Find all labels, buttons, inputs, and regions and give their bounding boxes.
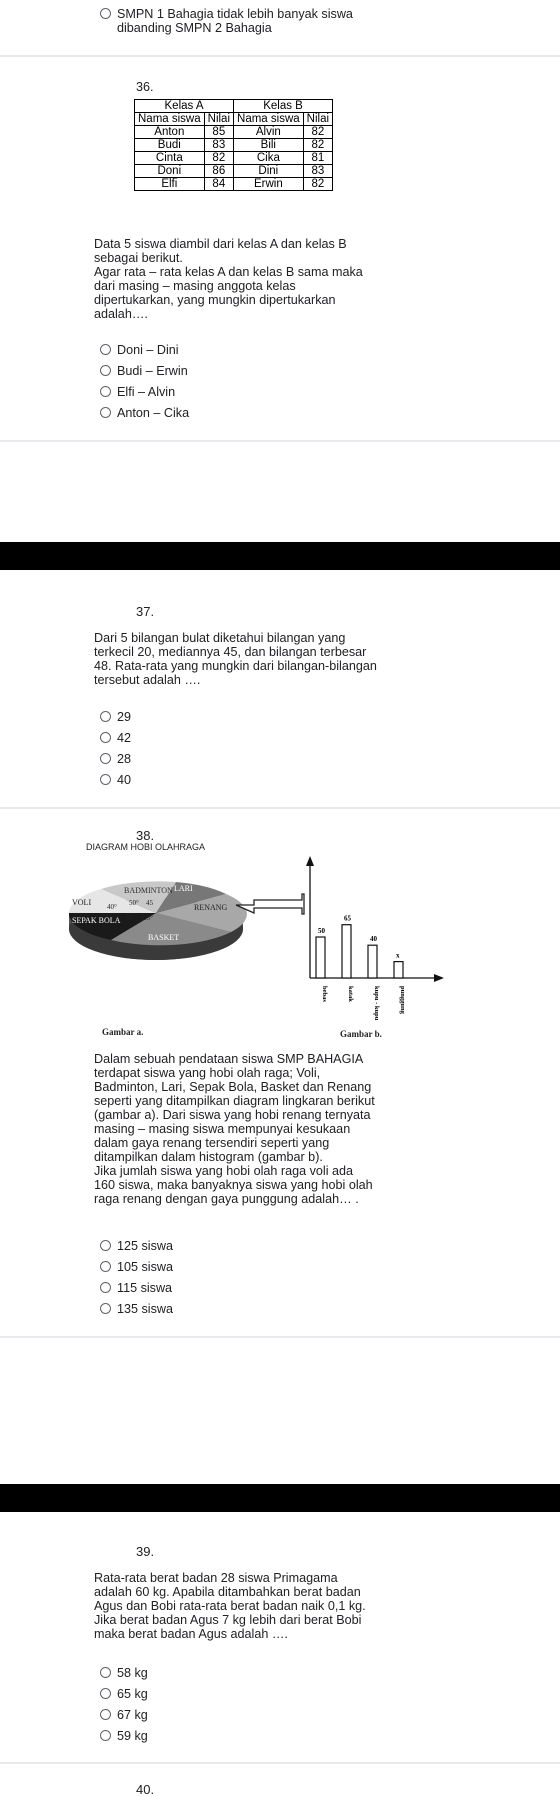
q39-option[interactable]: [100, 1729, 148, 1743]
divider: [0, 1762, 560, 1764]
q39-option[interactable]: [100, 1666, 148, 1680]
option-label: Budi – Erwin: [117, 364, 188, 378]
option-label: Doni – Dini: [117, 343, 179, 357]
histogram-bar-label: 50: [318, 927, 325, 935]
pie-label-basket: BASKET: [148, 933, 180, 942]
table-cell: 84: [204, 178, 233, 191]
q38-number: 38.: [136, 828, 155, 843]
table-col-header: Nama siswa: [135, 113, 205, 126]
q35-option[interactable]: [100, 7, 353, 21]
q39-option[interactable]: [100, 1687, 148, 1701]
histogram-x-label: bebas: [321, 986, 328, 1002]
table-cell: Cika: [234, 152, 304, 165]
radio-button[interactable]: [100, 8, 111, 19]
table-cell: 82: [204, 152, 233, 165]
histogram-bar-label: x: [396, 951, 400, 960]
table-row: [135, 152, 333, 165]
pie-angle-lari: 45: [146, 899, 153, 907]
table-col-header: Nilai: [204, 113, 233, 126]
option-label: SMPN 1 Bahagia tidak lebih banyak siswa: [117, 7, 353, 21]
histogram-bar: [342, 925, 351, 978]
table-cell: Doni: [135, 165, 205, 178]
q38-option[interactable]: [100, 1239, 173, 1253]
divider: [0, 440, 560, 442]
option-label: 115 siswa: [117, 1281, 173, 1295]
table-cell: Erwin: [234, 178, 304, 191]
q36-option[interactable]: [100, 385, 175, 399]
radio-button[interactable]: [100, 1730, 111, 1741]
histogram-x-label: kupu - kupu: [373, 986, 380, 1021]
q36-option[interactable]: [100, 343, 179, 357]
option-label: 59 kg: [117, 1729, 148, 1743]
q37-option[interactable]: [100, 773, 131, 787]
radio-button[interactable]: [100, 774, 111, 785]
pie-label-renang: RENANG: [194, 903, 228, 912]
table-cell: 83: [204, 139, 233, 152]
radio-button[interactable]: [100, 1667, 111, 1678]
table-cell: Anton: [135, 126, 205, 139]
q38-option[interactable]: [100, 1302, 173, 1316]
table-cell: 86: [204, 165, 233, 178]
table-cell: 81: [303, 152, 332, 165]
figure-title: DIAGRAM HOBI OLAHRAGA: [86, 842, 206, 852]
histogram-bar-label: 40: [370, 935, 377, 944]
q36-option[interactable]: [100, 406, 189, 420]
q37-option[interactable]: [100, 710, 131, 724]
table-cell: Elfi: [135, 178, 205, 191]
q36-question-text: Data 5 siswa diambil dari kelas A dan kelas B sebagai berikut. Agar rata – rata kelas A dan kelas B sama maka dari masing – masing anggota kelas dipertukarkan, yang mungkin dipertukarkan adalah….: [94, 237, 363, 321]
table-cell: 82: [303, 126, 332, 139]
option-label: Elfi – Alvin: [117, 385, 176, 399]
q38-option[interactable]: [100, 1260, 173, 1274]
table-cell: Bili: [234, 139, 304, 152]
table-row: [135, 139, 333, 152]
radio-button[interactable]: [100, 753, 111, 764]
option-label: 67 kg: [117, 1708, 148, 1722]
table-cell: Budi: [135, 139, 205, 152]
page-break-band: [0, 1484, 560, 1512]
q37-option[interactable]: [100, 731, 131, 745]
q37-number: 37.: [136, 604, 155, 619]
score-table: [134, 99, 333, 191]
caption-b: Gambar b.: [340, 1029, 382, 1039]
table-row: [135, 178, 333, 191]
q37-question-text: Dari 5 bilangan bulat diketahui bilangan yang terkecil 20, mediannya 45, dan bilangan terbesar 48. Rata-rata yang mungkin dari bilangan-bilangan tersebut adalah ….: [94, 631, 377, 687]
q40-number: 40.: [136, 1782, 155, 1797]
histogram-bar: [368, 945, 377, 978]
table-cell: 82: [303, 139, 332, 152]
pie-angle-badminton: 50°: [129, 899, 139, 907]
radio-button[interactable]: [100, 344, 111, 355]
y-axis-arrow-icon: [306, 856, 314, 866]
option-label: 125 siswa: [117, 1239, 174, 1253]
q38-figure: [66, 838, 462, 1046]
x-axis-arrow-icon: [434, 974, 444, 982]
radio-button[interactable]: [100, 1709, 111, 1720]
radio-button[interactable]: [100, 1261, 111, 1272]
table-col-header: Nama siswa: [234, 113, 304, 126]
caption-a: Gambar a.: [102, 1027, 144, 1037]
option-label: 42: [117, 731, 132, 745]
table-col-header: Nilai: [303, 113, 332, 126]
option-label: 28: [117, 752, 132, 766]
radio-button[interactable]: [100, 407, 111, 418]
table-cell: 82: [303, 178, 332, 191]
divider: [0, 55, 560, 57]
table-cell: Alvin: [234, 126, 304, 139]
pie-label-badminton: BADMINTON: [124, 886, 173, 895]
table-cell: Cinta: [135, 152, 205, 165]
pie-angle-sepakbola: 80°: [126, 914, 136, 922]
divider: [0, 807, 560, 809]
radio-button[interactable]: [100, 1303, 111, 1314]
radio-button[interactable]: [100, 1688, 111, 1699]
q38-question-text: Dalam sebuah pendataan siswa SMP BAHAGIA terdapat siswa yang hobi olah raga; Voli, Badminton, Lari, Sepak Bola, Basket dan Renang seperti yang ditampilkan diagram lingkaran berikut (gambar a). Dari siswa yang hobi renang ternyata masing – masing siswa mempunyai kesukaan dalam gaya renang tersendiri seperti yang ditampilkan dalam histogram (gambar b). Jika jumlah siswa yang hobi olah raga voli ada 160 siswa, maka banyaknya siswa yang hobi olah raga renang dengan gaya punggung adalah… .: [94, 1052, 375, 1206]
table-cell: 85: [204, 126, 233, 139]
table-row: [135, 165, 333, 178]
pie-angle-voli: 40°: [107, 903, 117, 911]
pie-label-lari: LARI: [174, 884, 193, 893]
radio-button[interactable]: [100, 732, 111, 743]
table-cell: Dini: [234, 165, 304, 178]
option-label: 58 kg: [117, 1666, 148, 1680]
histogram-bars: [316, 915, 406, 1021]
option-label: 40: [117, 773, 132, 787]
radio-button[interactable]: [100, 711, 111, 722]
histogram-bar: [394, 962, 403, 978]
radio-button[interactable]: [100, 1282, 111, 1293]
page-break-band: [0, 542, 560, 570]
divider: [0, 1336, 560, 1338]
table-group-header: Kelas B: [234, 100, 333, 113]
q37-option[interactable]: [100, 752, 131, 766]
pie-label-sepakbola: SEPAK BOLA: [72, 916, 121, 925]
q36-number: 36.: [136, 80, 154, 94]
pie-label-voli: VOLI: [72, 898, 92, 907]
q39-question-text: Rata-rata berat badan 28 siswa Primagama adalah 60 kg. Apabila ditambahkan berat badan Agus dan Bobi rata-rata berat badan naik 0,1 kg. Jika berat badan Agus 7 kg lebih dari berat Bobi maka berat badan Agus adalah ….: [94, 1571, 366, 1641]
option-label: 29: [117, 710, 132, 724]
q36-option[interactable]: [100, 364, 188, 378]
option-label: 135 siswa: [117, 1302, 174, 1316]
radio-button[interactable]: [100, 365, 111, 376]
q38-option[interactable]: [100, 1281, 172, 1295]
histogram-bar-label: 65: [344, 914, 351, 923]
radio-button[interactable]: [100, 386, 111, 397]
histogram-bar: [316, 937, 325, 978]
option-label: 65 kg: [117, 1687, 148, 1701]
pie-angle-basket: 65°: [143, 914, 153, 922]
table-group-header: Kelas A: [135, 100, 234, 113]
q35-option-cont: dibanding SMPN 2 Bahagia: [117, 21, 272, 35]
table-row: [135, 126, 333, 139]
histogram-x-label: punggung: [399, 986, 406, 1014]
radio-button[interactable]: [100, 1240, 111, 1251]
q39-option[interactable]: [100, 1708, 148, 1722]
option-label: Anton – Cika: [117, 406, 190, 420]
option-label: 105 siswa: [117, 1260, 174, 1274]
q39-number: 39.: [136, 1544, 155, 1559]
table-cell: 83: [303, 165, 332, 178]
histogram-x-label: katak: [347, 986, 354, 1002]
